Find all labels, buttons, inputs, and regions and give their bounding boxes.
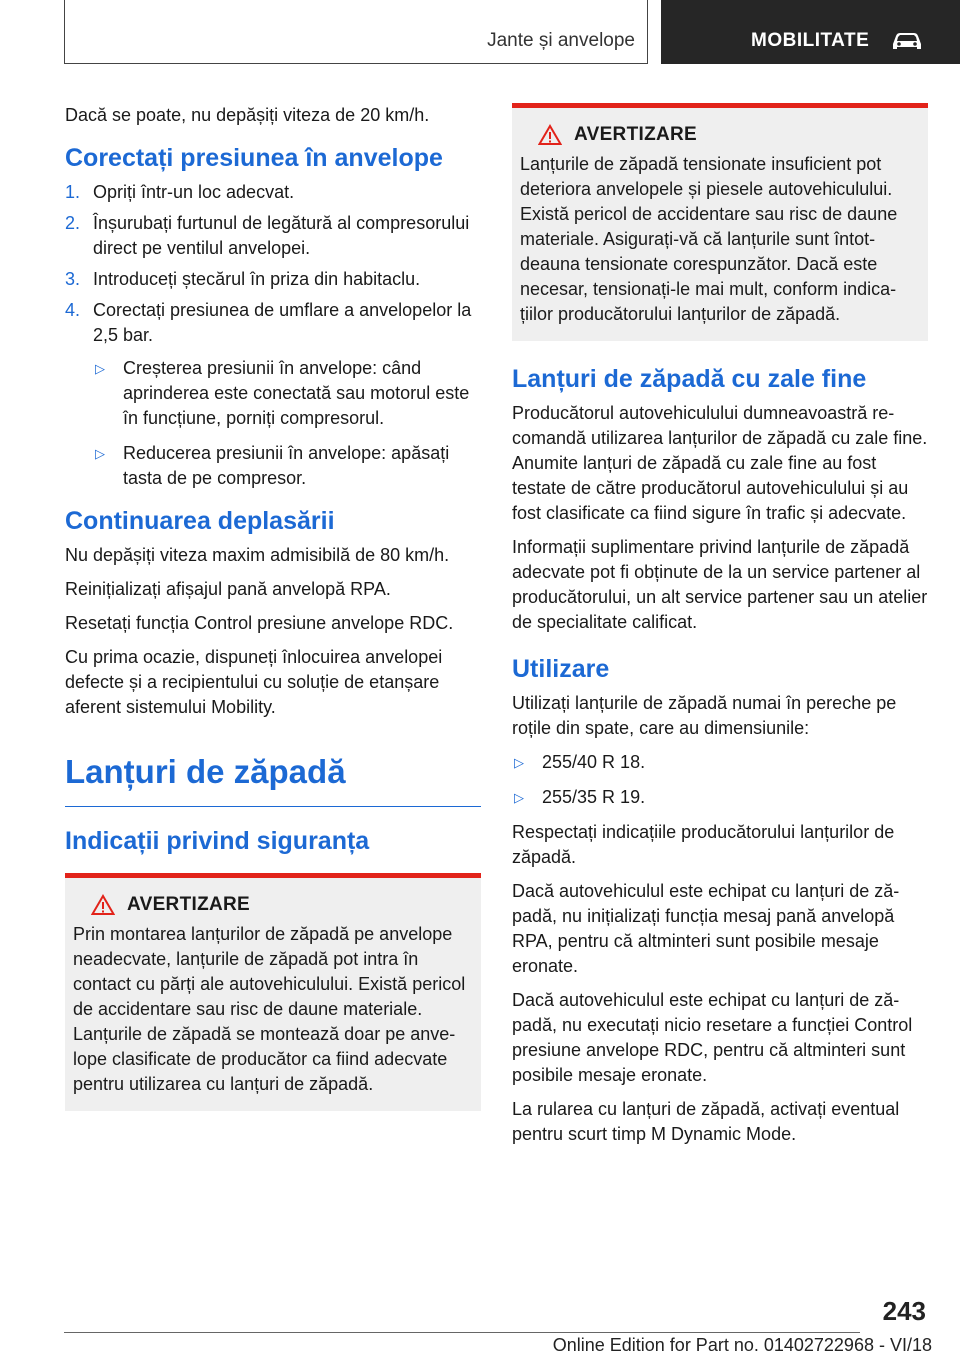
warning-box xyxy=(512,103,928,341)
header-chapter-box xyxy=(661,0,960,64)
paragraph: Informații suplimentare privind lanțurile de zăpadă adecvate pot fi obținute de la un service partener al producătorului, un alt service partener sau un atelier de specialitate calificat. xyxy=(512,537,928,632)
warning-title: AVERTIZARE xyxy=(574,124,697,145)
warning-text: Lanțurile de zăpadă tensionate insuficient pot deteriora anvelopele și piesele autovehiculului. Există pericol de accidentare sau risc de daune materiale. Asigurați-vă că lanțurile sunt întotdeauna tensionate corespunzător. Dacă este necesar, tensionați-le mai mult, conform indicațiilor producătorului lanțurilor de zăpadă. xyxy=(520,154,898,324)
list-item: ▷ Reducerea presiunii în anvelope: apăsați tasta de pe compresor. xyxy=(95,443,450,488)
paragraph: Nu depășiți viteza maxim admisibilă de 80 km/h. xyxy=(65,545,450,565)
heading-fine-chains: Lanțuri de zăpadă cu zale fine xyxy=(512,365,867,393)
heading-continue-driving: Continuarea deplasării xyxy=(65,507,335,535)
triangle-bullet-icon: ▷ xyxy=(514,755,524,770)
left-column xyxy=(65,103,481,1121)
header-chapter-title: MOBILITATE xyxy=(751,30,870,51)
list-item: 3. Introduceți ștecărul în priza din habitaclu. xyxy=(65,269,421,289)
right-column xyxy=(512,103,928,1156)
list-item: ▷ 255/40 R 18. xyxy=(512,750,928,775)
paragraph: Utilizați lanțurile de zăpadă numai în pereche pe roțile din spate, care au dimensiunile: xyxy=(512,693,897,738)
list-item: 1. Opriți într-un loc adecvat. xyxy=(65,182,295,202)
paragraph: Dacă autovehiculul este echipat cu lanțuri de zăpadă, nu executați nicio resetare a funcției Control presiune anvelope RDC, pentru că altminteri sunt posibile mesaje eronate. xyxy=(512,990,913,1085)
sizes-list xyxy=(512,750,928,810)
list-item: 4. Corectați presiunea de umflare a anvelopelor la 2,5 bar. ▷ Creșterea presiunii în anvelope: când aprinderea este conectată sau motorul este în funcțiune, porniți compresorul. ▷ Reducerea presiunii în anvelope: apăsați tasta de pe compresor. xyxy=(65,298,481,491)
heading-snow-chains: Lanțuri de zăpadă xyxy=(65,750,481,807)
warning-icon xyxy=(538,124,562,146)
warning-box xyxy=(65,873,481,1111)
steps-list xyxy=(65,180,481,491)
intro-text: Dacă se poate, nu depășiți viteza de 20 km/h. xyxy=(65,105,430,125)
list-item: ▷ 255/35 R 19. xyxy=(512,785,928,810)
paragraph: Resetați funcția Control presiune anvelope RDC. xyxy=(65,613,454,633)
warning-title: AVERTIZARE xyxy=(127,894,250,915)
heading-use: Utilizare xyxy=(512,655,610,683)
footer-edition: Online Edition for Part no. 01402722968 - VI/18 xyxy=(552,1335,932,1355)
paragraph: La rularea cu lanțuri de zăpadă, activați eventual pentru scurt timp M Dynamic Mode. xyxy=(512,1099,900,1144)
page-number: 243 xyxy=(882,1296,926,1326)
footer-divider xyxy=(64,1332,860,1333)
heading-safety-notes: Indicații privind siguranța xyxy=(65,827,370,855)
triangle-bullet-icon: ▷ xyxy=(95,361,105,376)
triangle-bullet-icon: ▷ xyxy=(95,446,105,461)
paragraph: Dacă autovehiculul este echipat cu lanțuri de zăpadă, nu inițializați funcția mesaj pană anvelopă RPA, pentru că altminteri sunt posibile mesaje eronate. xyxy=(512,881,900,976)
header-section-title: Jante și anvelope xyxy=(487,30,635,51)
warning-icon xyxy=(91,894,115,916)
triangle-bullet-icon: ▷ xyxy=(514,790,524,805)
warning-text: Prin montarea lanțurilor de zăpadă pe anvelope neadecvate, lanțurile de zăpadă pot intra în contact cu părți ale autovehiculului. Există pericol de accidentare sau risc de daune materiale. Lanțurile de zăpadă se montează doar pe anvelope clasificate de producător ca fiind adecvate pentru utilizarea cu lanțuri de zăpadă. xyxy=(73,924,466,1094)
header-section-box xyxy=(64,0,648,64)
paragraph: Respectați indicațiile producătorului lanțurilor de zăpadă. xyxy=(512,822,895,867)
list-item: 2. Înșurubați furtunul de legătură al compresorului direct pe ventilul anvelopei. xyxy=(65,213,470,258)
heading-correct-pressure: Corectați presiunea în anvelope xyxy=(65,144,443,172)
sub-bullet-list xyxy=(93,356,481,491)
paragraph: Producătorul autovehiculului dumneavoastră recomandă utilizarea lanțurilor de zăpadă cu zale fine. Anumite lanțuri de zăpadă cu zale fine au fost testate de către producătorul autovehiculului și au fost clasificate ca fiind sigure în trafic și adecvate. xyxy=(512,403,928,523)
list-item: ▷ Creșterea presiunii în anvelope: când aprinderea este conectată sau motorul este în funcțiune, porniți compresorul. xyxy=(95,358,470,428)
car-icon xyxy=(889,30,925,52)
paragraph: Cu prima ocazie, dispuneți înlocuirea anvelopei defecte și a recipientului cu soluție de etanșare aferent sistemului Mobility. xyxy=(65,647,443,717)
paragraph: Reinițializați afișajul pană anvelopă RPA. xyxy=(65,579,391,599)
